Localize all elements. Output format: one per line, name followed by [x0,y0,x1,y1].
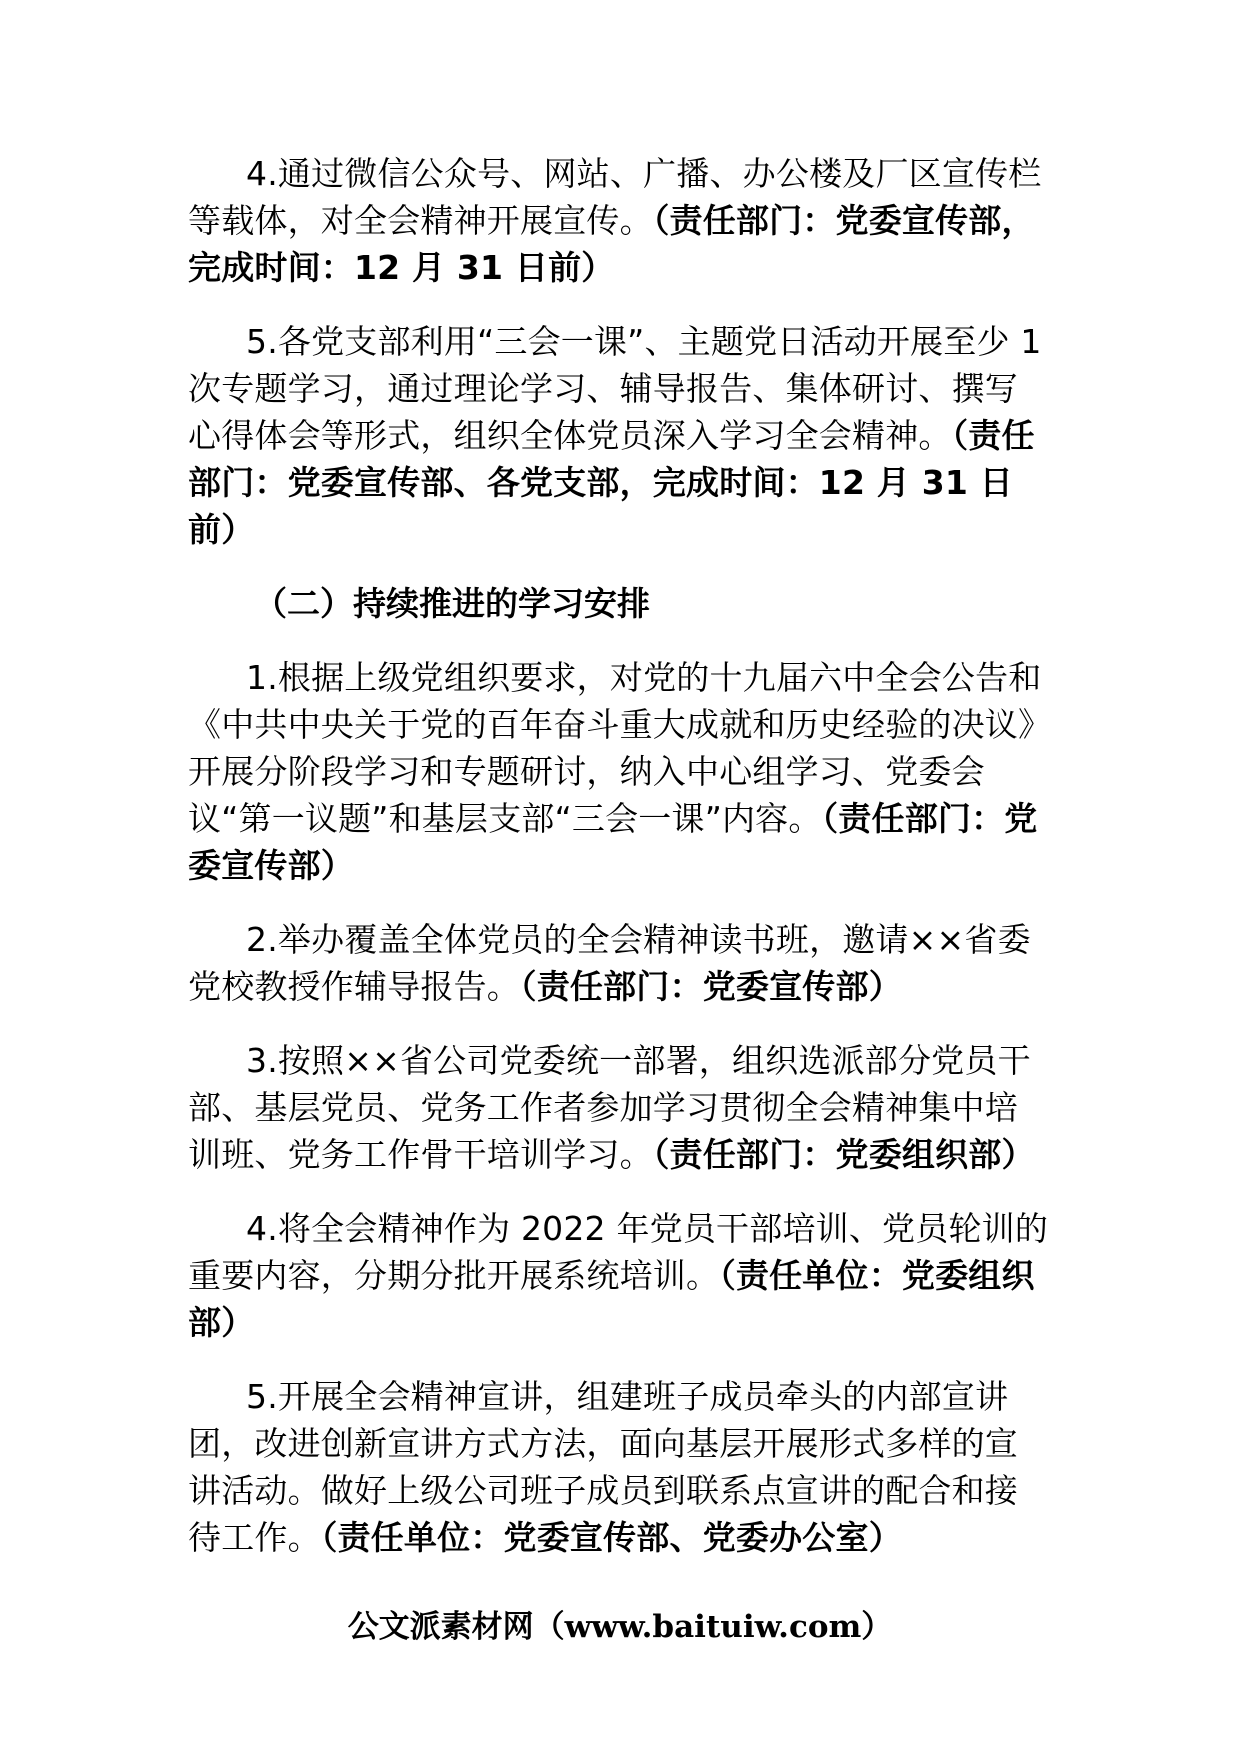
item-text: 5.开展全会精神宣讲，组建班子成员牵头的内部宣讲团，改进创新宣讲方式方法，面向基层开展形式多样的宣讲活动。做好上级公司班子成员到联系点宣讲的配合和接待工作。 [188,1377,1018,1557]
document-body [188,150,1050,1588]
responsibility-note: （责任单位：党委宣传部、党委办公室） [320,1518,902,1557]
item-text: 4.通过微信公众号、网站、广播、办公楼及厂区宣传栏等载体，对全会精神开展宣传。 [188,154,1042,240]
list-item [188,318,1050,553]
item-text: 5.各党支部利用“三会一课”、主题党日活动开展至少 1 次专题学习，通过理论学习、辅导报告、集体研讨、撰写心得体会等形式，组织全体党员深入学习全会精神。 [188,322,1042,455]
footer-watermark: 公文派素材网（www.baituiw.com） [347,1609,893,1645]
list-item [188,654,1050,889]
item-text: 1.根据上级党组织要求，对党的十九届六中全会公告和《中共中央关于党的百年奋斗重大成就和历史经验的决议》开展分阶段学习和专题研讨，纳入中心组学习、党委会议“第一议题”和基层支部“三会一课”内容。 [188,658,1042,838]
responsibility-note: （责任部门：党委宣传部，完成时间：12 月 31 日前） [188,201,1035,287]
item-text: 4.将全会精神作为 2022 年党员干部培训、党员轮训的重要内容，分期分批开展系统培训。 [188,1209,1049,1295]
item-text: 2.举办覆盖全体党员的全会精神读书班，邀请××省委党校教授作辅导报告。 [188,920,1031,1006]
list-item [188,916,1050,1010]
responsibility-note: （责任部门：党委组织部） [652,1135,1035,1174]
item-text: 3.按照××省公司党委统一部署，组织选派部分党员干部、基层党员、党务工作者参加学习贯彻全会精神集中培训班、党务工作骨干培训学习。 [188,1041,1031,1174]
responsibility-note: （责任单位：党委组织部） [188,1256,1035,1342]
responsibility-note: （责任部门：党委宣传部） [520,967,902,1006]
list-item [188,1373,1050,1561]
responsibility-note: （责任部门：党委宣传部） [188,799,1038,885]
list-item [188,150,1050,291]
list-item [188,1037,1050,1178]
section-heading: （二）持续推进的学习安排 [254,584,650,623]
responsibility-note: （责任部门：党委宣传部、各党支部，完成时间：12 月 31 日前） [188,416,1035,549]
list-item [188,1205,1050,1346]
